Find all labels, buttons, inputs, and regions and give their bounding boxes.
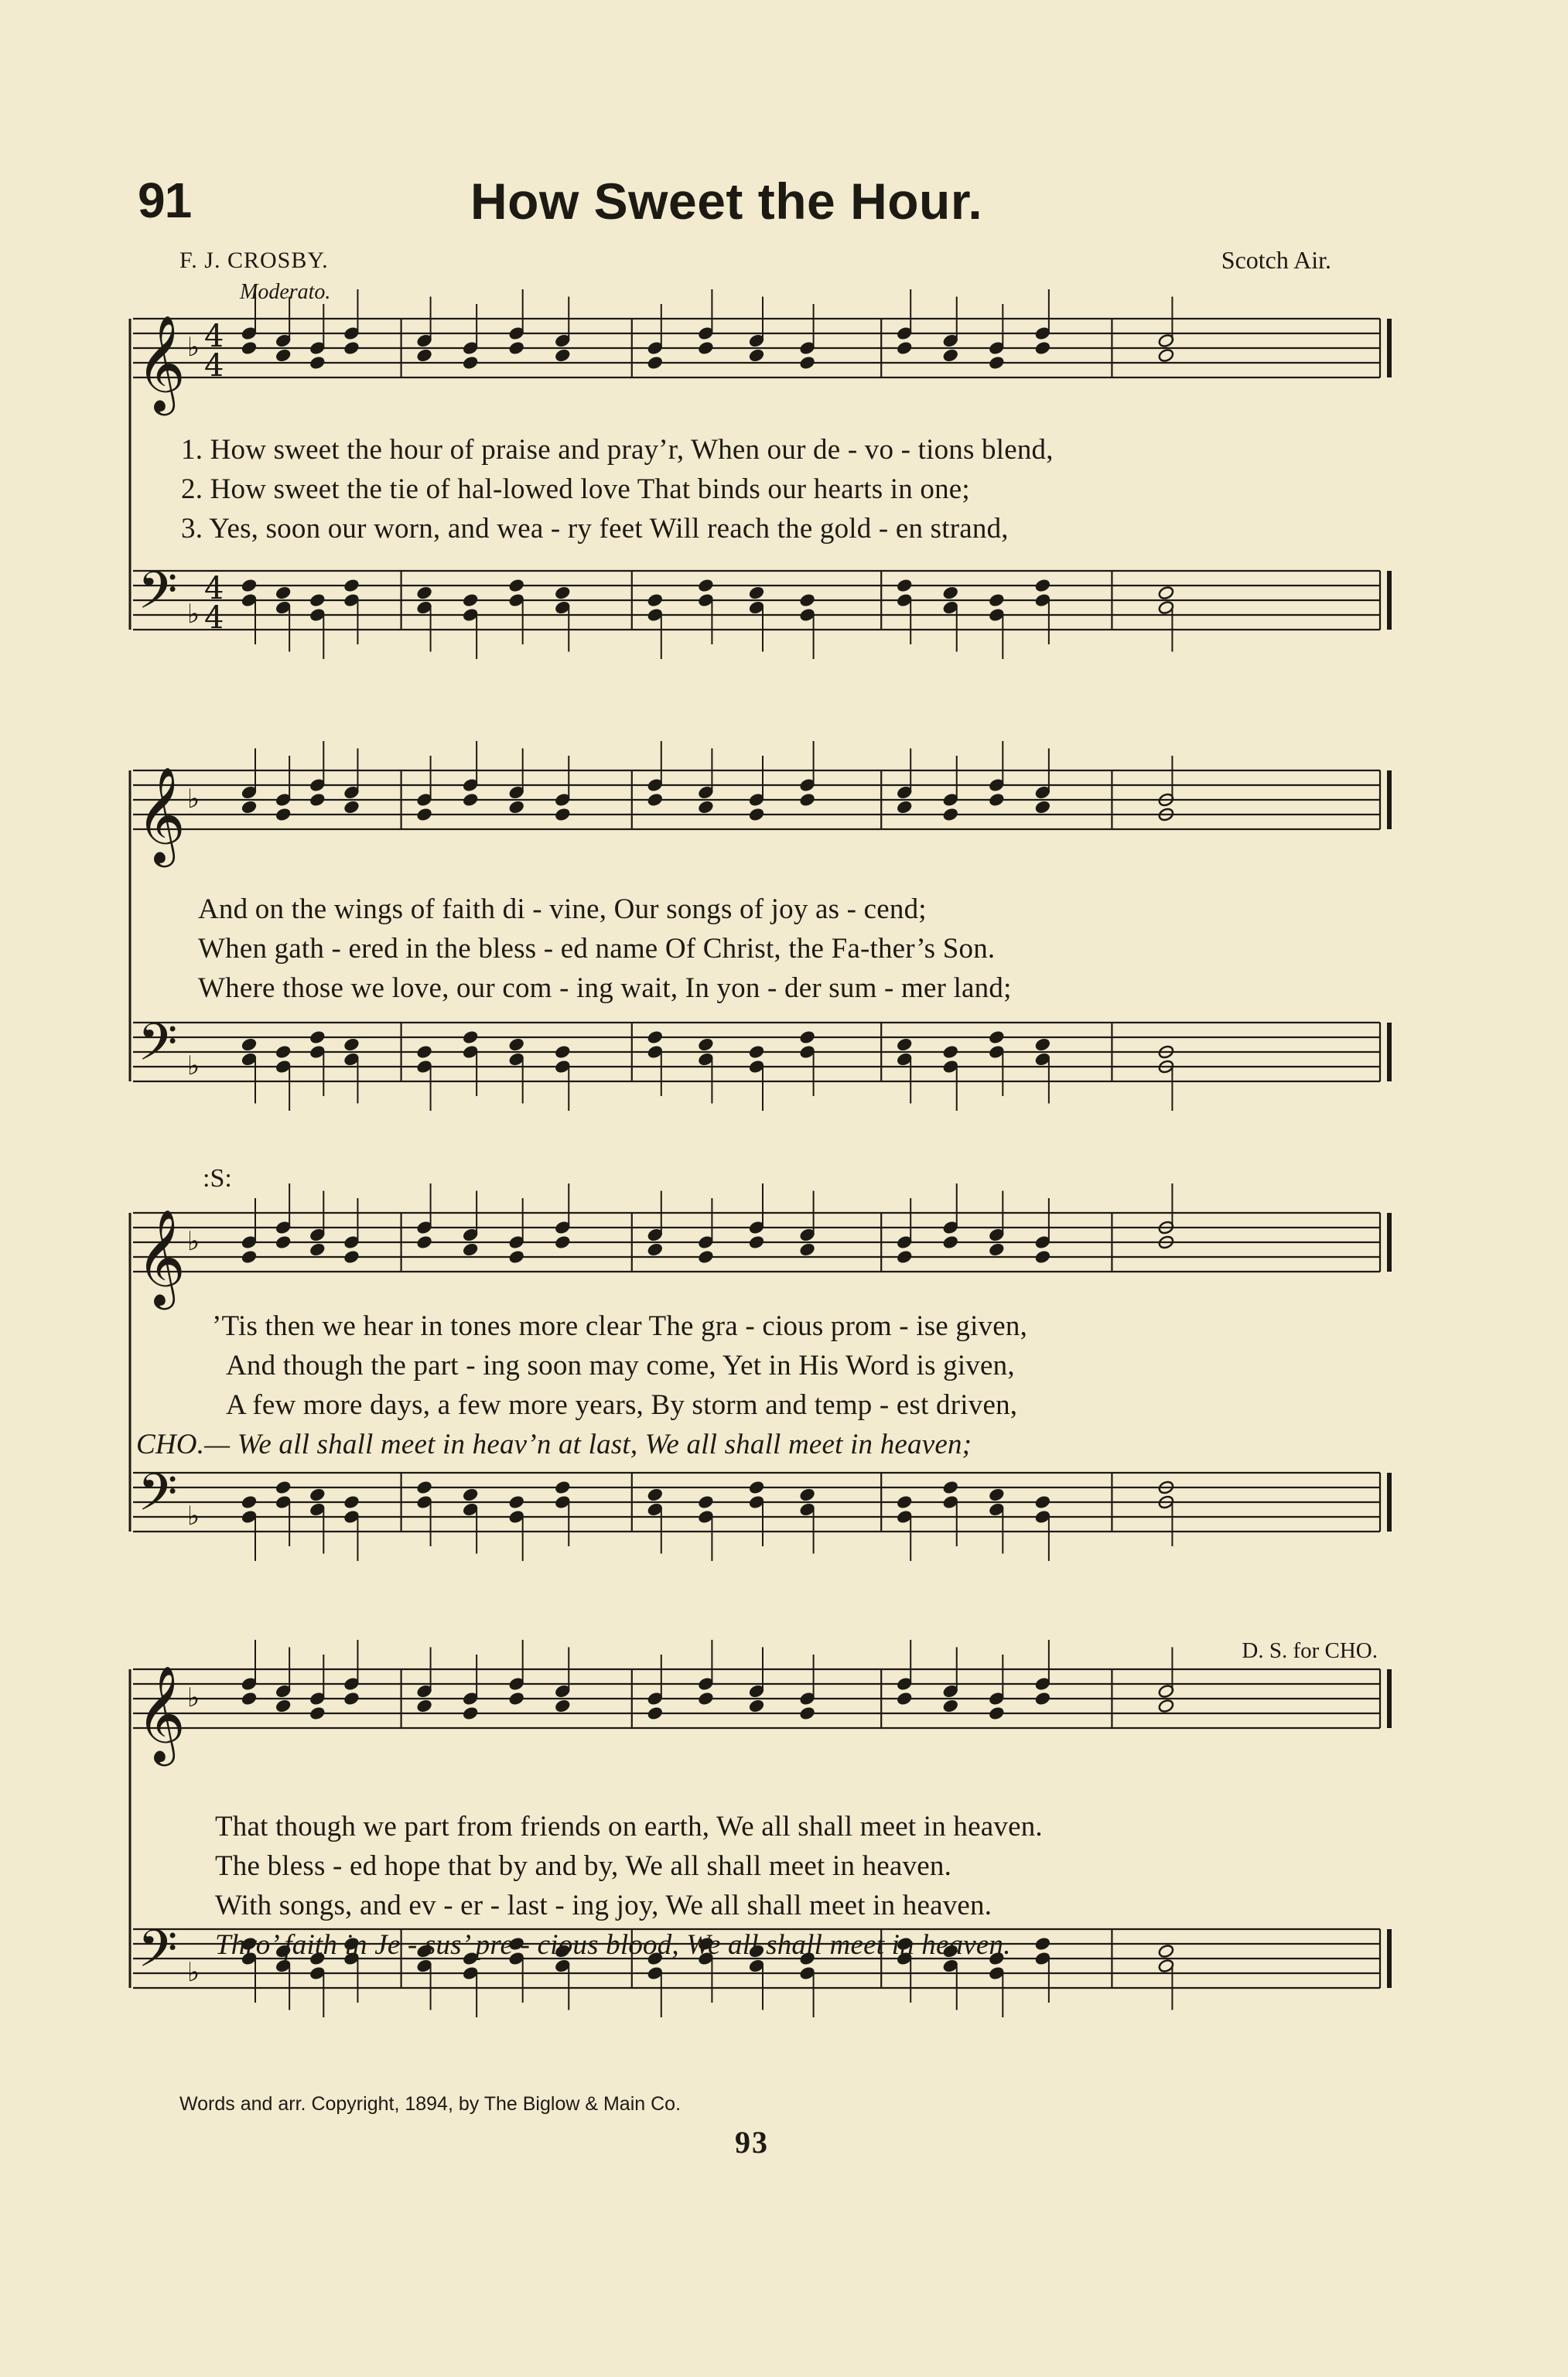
- lyric-line: Where those we love, our com - ing wait, In yon - der sum - mer land;: [198, 972, 1012, 1004]
- svg-text:♭: ♭: [187, 784, 200, 815]
- svg-text:4: 4: [204, 571, 224, 606]
- segno-sign: :S:: [203, 1164, 232, 1193]
- author-credit: F. J. CROSBY.: [179, 248, 329, 273]
- svg-text:4: 4: [204, 319, 224, 354]
- hymn-number: 91: [138, 172, 192, 228]
- svg-text:4: 4: [204, 600, 224, 636]
- svg-text:♭: ♭: [187, 1050, 200, 1081]
- svg-text:𝄢: 𝄢: [138, 1919, 178, 1991]
- lyric-line: 1. How sweet the hour of praise and pray’r, When our de - vo - tions blend,: [181, 434, 1054, 466]
- lyric-line: And though the part - ing soon may come, Yet in His Word is given,: [226, 1350, 1015, 1381]
- ds-marking: D. S. for CHO.: [1242, 1638, 1378, 1663]
- lyric-line: ’Tis then we hear in tones more clear The gra - cious prom - ise given,: [212, 1310, 1028, 1342]
- svg-text:𝄢: 𝄢: [138, 1013, 178, 1084]
- svg-text:♭: ♭: [187, 1957, 200, 1988]
- lyric-line: The bless - ed hope that by and by, We all shall meet in heaven.: [215, 1850, 952, 1882]
- lyric-line: That though we part from friends on earth, We all shall meet in heaven.: [215, 1811, 1043, 1843]
- svg-text:♭: ♭: [187, 1501, 200, 1532]
- svg-text:4: 4: [204, 348, 224, 384]
- lyric-line: And on the wings of faith di - vine, Our songs of joy as - cend;: [198, 893, 927, 925]
- lyric-line: A few more days, a few more years, By storm and temp - est driven,: [226, 1389, 1018, 1421]
- copyright-notice: Words and arr. Copyright, 1894, by The Biglow & Main Co.: [179, 2093, 682, 2115]
- svg-text:𝄞: 𝄞: [136, 1665, 186, 1762]
- tempo-marking: Moderato.: [240, 280, 331, 304]
- hymn-title: How Sweet the Hour.: [470, 172, 983, 230]
- lyric-line: With songs, and ev - er - last - ing joy, We all shall meet in heaven.: [215, 1890, 992, 1921]
- svg-text:𝄢: 𝄢: [138, 1463, 178, 1535]
- svg-text:♭: ♭: [187, 1682, 200, 1713]
- svg-text:𝄢: 𝄢: [138, 561, 178, 633]
- svg-text:𝄞: 𝄞: [136, 315, 186, 412]
- lyric-line: 3. Yes, soon our worn, and wea - ry feet Will reach the gold - en strand,: [181, 513, 1009, 545]
- svg-text:𝄞: 𝄞: [136, 767, 186, 863]
- page-number: 93: [735, 2125, 769, 2160]
- svg-text:♭: ♭: [187, 599, 200, 630]
- composer-credit: Scotch Air.: [1221, 246, 1331, 274]
- lyric-line: When gath - ered in the bless - ed name Of Christ, the Fa-ther’s Son.: [198, 933, 996, 965]
- svg-text:♭: ♭: [187, 332, 200, 363]
- svg-text:♭: ♭: [187, 1226, 200, 1257]
- chorus-line: CHO.— We all shall meet in heav’n at last, We all shall meet in heaven;: [136, 1429, 972, 1460]
- lyric-line: 2. How sweet the tie of hal-lowed love That binds our hearts in one;: [181, 473, 970, 505]
- svg-text:𝄞: 𝄞: [136, 1209, 186, 1306]
- chorus-line: Thro’ faith in Je - sus’ pre - cious blood, We all shall meet in heaven.: [215, 1929, 1011, 1961]
